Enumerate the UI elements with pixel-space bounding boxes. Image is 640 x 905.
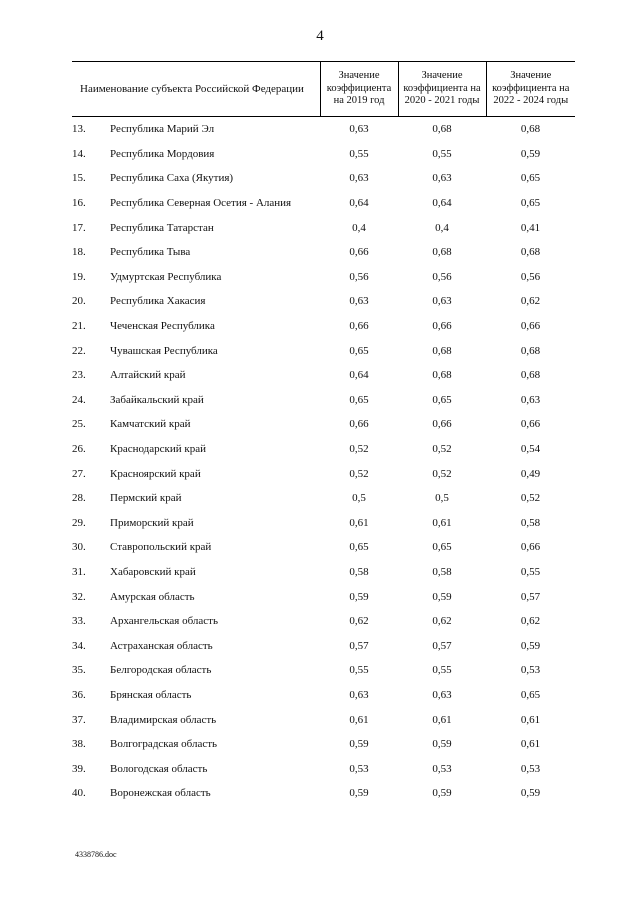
coef-2022-2024-value: 0,54 [520,443,541,456]
row-number: 39. [72,762,86,775]
coefficient-table [72,61,575,806]
subject-name: Чеченская Республика [110,320,215,333]
coef-2020-2021-value: 0,63 [432,172,452,185]
subject-name: Амурская область [110,590,195,603]
coef-2022-2024-value: 0,61 [520,738,541,751]
subject-name: Красноярский край [110,467,201,480]
table-row [72,240,575,265]
subject-name: Приморский край [110,516,194,529]
row-number: 19. [72,270,86,283]
subject-name: Астраханская область [110,639,213,652]
subject-name: Архангельская область [110,615,218,628]
coef-2019-value: 0,52 [349,443,369,456]
coef-2022-2024-value: 0,57 [520,590,541,603]
header-coef-2022-2024 [486,62,575,117]
coef-2019-value: 0,61 [349,516,369,529]
coef-2020-2021-value: 0,65 [432,541,452,554]
table-row [72,191,575,216]
subject-name: Ставропольский край [110,541,212,554]
header-2019-line-1: Значение [338,70,380,82]
header-subject-name: Наименование субъекта Российской Федерации [72,62,320,117]
header-2019-line-2: коэффициента [326,82,392,94]
coef-2019-value: 0,63 [349,688,369,701]
coef-2022-2024-value: 0,65 [520,172,541,185]
subject-name: Республика Мордовия [110,147,215,160]
coef-2019-value: 0,4 [352,221,366,234]
row-number: 23. [72,369,86,382]
row-number: 16. [72,197,86,210]
subject-name: Воронежская область [110,787,211,800]
coef-2019-value: 0,58 [349,565,369,578]
coef-2019-value: 0,59 [349,738,369,751]
coef-2022-2024-value: 0,58 [520,516,541,529]
table-row [72,388,575,413]
table-row [72,117,575,142]
row-number: 36. [72,688,86,701]
coef-2019-value: 0,52 [349,467,369,480]
table-row [72,683,575,708]
header-coef-2020-2021 [398,62,486,117]
header-coef-2019 [320,62,398,117]
coef-2020-2021-value: 0,4 [435,221,449,234]
coef-2022-2024-value: 0,53 [520,664,541,677]
coef-2020-2021-value: 0,55 [432,664,452,677]
coef-2019-value: 0,63 [349,123,369,136]
coef-2022-2024-value: 0,59 [520,639,541,652]
coef-2019-value: 0,62 [349,615,369,628]
subject-name: Удмуртская Республика [110,270,222,283]
coef-2019-value: 0,59 [349,787,369,800]
table-row [72,265,575,290]
row-number: 35. [72,664,86,677]
coef-2019-value: 0,63 [349,295,369,308]
coef-2019-value: 0,59 [349,590,369,603]
subject-name: Республика Марий Эл [110,123,215,136]
coef-2019-value: 0,57 [349,639,369,652]
subject-name: Брянская область [110,688,192,701]
coef-2020-2021-value: 0,65 [432,393,452,406]
table-row [72,437,575,462]
coef-2022-2024-value: 0,62 [520,615,541,628]
coef-2019-value: 0,55 [349,147,369,160]
subject-name: Чувашская Республика [110,344,218,357]
coef-2022-2024-value: 0,68 [520,123,541,136]
table-row [72,142,575,167]
subject-name: Хабаровский край [110,565,196,578]
coef-2022-2024-value: 0,62 [520,295,541,308]
coef-2020-2021-value: 0,55 [432,147,452,160]
coef-2022-2024-value: 0,49 [520,467,541,480]
coef-2022-2024-value: 0,65 [520,197,541,210]
coef-2020-2021-value: 0,61 [432,516,452,529]
coef-2020-2021-value: 0,52 [432,443,452,456]
table-row [72,166,575,191]
coef-2022-2024-value: 0,68 [520,246,541,259]
coef-2019-value: 0,5 [352,492,366,505]
coef-2019-value: 0,55 [349,664,369,677]
header-2020-line-3: 2020 - 2021 годы [404,95,480,107]
table-row [72,363,575,388]
coef-2020-2021-value: 0,52 [432,467,452,480]
table-row [72,609,575,634]
table-row [72,732,575,757]
coef-2022-2024-value: 0,66 [520,418,541,431]
header-2020-line-1: Значение [421,70,463,82]
row-number: 26. [72,443,86,456]
coef-2019-value: 0,56 [349,270,369,283]
coef-2022-2024-value: 0,68 [520,369,541,382]
coef-2020-2021-value: 0,64 [432,197,452,210]
coef-2019-value: 0,61 [349,713,369,726]
row-number: 25. [72,418,86,431]
coef-2020-2021-value: 0,63 [432,295,452,308]
row-number: 33. [72,615,86,628]
subject-name: Волгоградская область [110,738,218,751]
coef-2019-value: 0,53 [349,762,369,775]
row-number: 18. [72,246,86,259]
coef-2020-2021-value: 0,66 [432,418,452,431]
header-2022-line-2: коэффициента на [492,82,570,94]
coef-2022-2024-value: 0,55 [520,565,541,578]
coef-2020-2021-value: 0,59 [432,590,452,603]
table-header-row [72,62,575,117]
subject-name: Пермский край [110,492,182,505]
table-row [72,584,575,609]
table-row [72,314,575,339]
table-row [72,511,575,536]
row-number: 28. [72,492,86,505]
row-number: 13. [72,123,86,136]
row-number: 24. [72,393,86,406]
subject-name: Республика Северная Осетия - Алания [110,197,292,210]
coef-2022-2024-value: 0,68 [520,344,541,357]
row-number: 14. [72,147,86,160]
coef-2020-2021-value: 0,58 [432,565,452,578]
subject-name: Республика Тыва [110,246,191,259]
coef-2020-2021-value: 0,61 [432,713,452,726]
subject-name: Республика Хакасия [110,295,206,308]
coef-2022-2024-value: 0,59 [520,787,541,800]
subject-name: Забайкальский край [110,393,204,406]
row-number: 37. [72,713,86,726]
header-2022-line-3: 2022 - 2024 годы [493,95,569,107]
coef-2022-2024-value: 0,65 [520,688,541,701]
document-code: 4338786.doc [75,850,117,859]
row-number: 22. [72,344,86,357]
table-row [72,781,575,806]
coef-2022-2024-value: 0,61 [520,713,541,726]
coef-2019-value: 0,66 [349,418,369,431]
coef-2020-2021-value: 0,56 [432,270,452,283]
subject-name: Камчатский край [110,418,191,431]
coef-2022-2024-value: 0,66 [520,320,541,333]
coef-2020-2021-value: 0,5 [435,492,449,505]
table-row [72,633,575,658]
header-2019-line-3: на 2019 год [333,95,385,107]
coef-2019-value: 0,66 [349,246,369,259]
table-row [72,535,575,560]
coef-2020-2021-value: 0,68 [432,344,452,357]
table-row [72,486,575,511]
coef-2022-2024-value: 0,53 [520,762,541,775]
table-row [72,412,575,437]
row-number: 34. [72,639,86,652]
subject-name: Владимирская область [110,713,217,726]
coef-2020-2021-value: 0,59 [432,738,452,751]
table-row [72,560,575,585]
coef-2019-value: 0,63 [349,172,369,185]
coef-2022-2024-value: 0,56 [520,270,541,283]
row-number: 31. [72,565,86,578]
header-2020-line-2: коэффициента на [403,82,481,94]
subject-name: Краснодарский край [110,443,207,456]
coef-2019-value: 0,66 [349,320,369,333]
row-number: 30. [72,541,86,554]
row-number: 15. [72,172,86,185]
subject-name: Вологодская область [110,762,208,775]
row-number: 32. [72,590,86,603]
table-row [72,338,575,363]
coef-2019-value: 0,64 [349,369,369,382]
page-number: 4 [316,28,324,44]
coef-2020-2021-value: 0,59 [432,787,452,800]
row-number: 29. [72,516,86,529]
row-number: 21. [72,320,86,333]
coef-2019-value: 0,65 [349,541,369,554]
coef-2020-2021-value: 0,68 [432,246,452,259]
coef-2020-2021-value: 0,62 [432,615,452,628]
row-number: 17. [72,221,86,234]
coef-2022-2024-value: 0,59 [520,147,541,160]
coef-2020-2021-value: 0,63 [432,688,452,701]
coef-2022-2024-value: 0,52 [520,492,541,505]
table-row [72,461,575,486]
subject-name: Белгородская область [110,664,212,677]
row-number: 27. [72,467,86,480]
coefficient-table-container [72,61,575,806]
coef-2020-2021-value: 0,68 [432,369,452,382]
coef-2020-2021-value: 0,57 [432,639,452,652]
row-number: 40. [72,787,86,800]
table-row [72,756,575,781]
header-2022-line-1: Значение [510,70,552,82]
subject-name: Алтайский край [110,369,186,382]
table-row [72,658,575,683]
coef-2020-2021-value: 0,53 [432,762,452,775]
table-row [72,289,575,314]
coef-2022-2024-value: 0,66 [520,541,541,554]
coef-2020-2021-value: 0,68 [432,123,452,136]
coef-2022-2024-value: 0,63 [520,393,541,406]
subject-name: Республика Татарстан [110,221,214,234]
coef-2019-value: 0,64 [349,197,369,210]
coef-2022-2024-value: 0,41 [520,221,541,234]
subject-name: Республика Саха (Якутия) [110,172,234,185]
coef-2020-2021-value: 0,66 [432,320,452,333]
table-row [72,215,575,240]
table-row [72,707,575,732]
coef-2019-value: 0,65 [349,393,369,406]
row-number: 38. [72,738,86,751]
coef-2019-value: 0,65 [349,344,369,357]
row-number: 20. [72,295,86,308]
